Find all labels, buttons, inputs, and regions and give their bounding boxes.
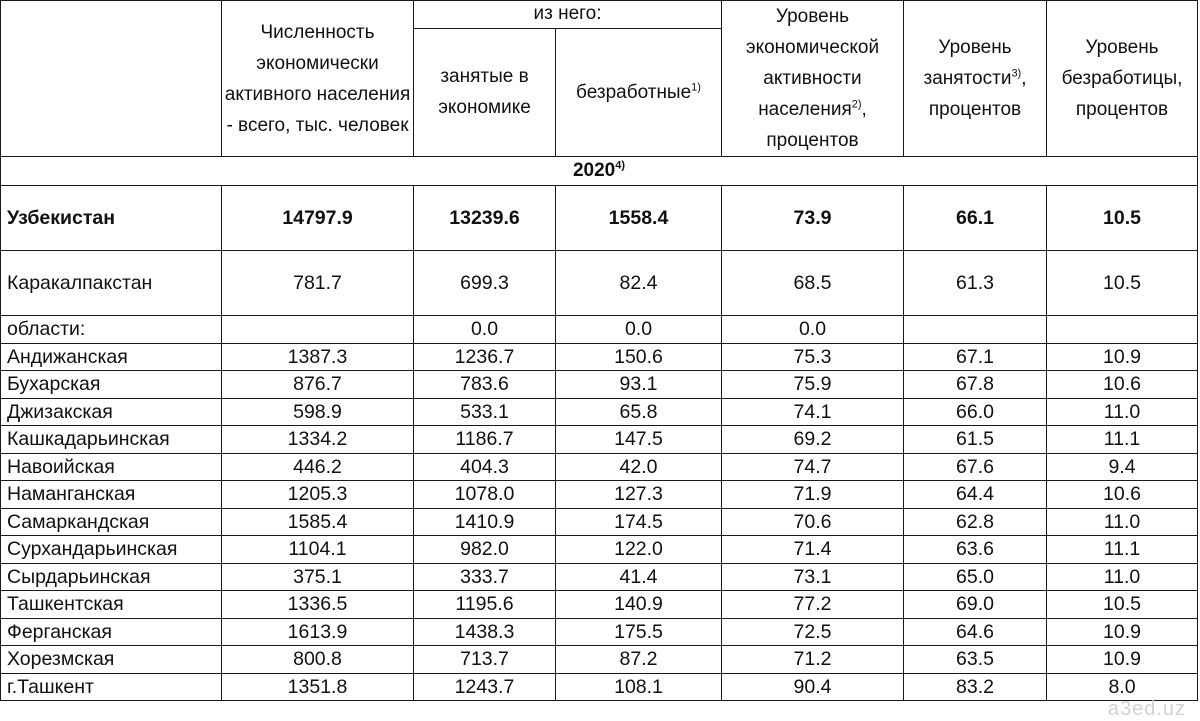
region-row	[1, 536, 1198, 564]
cell-active-total: 1585.4	[222, 508, 414, 536]
header-employment-suffix: , процентов	[928, 68, 1027, 120]
header-activity-level	[722, 1, 904, 157]
cell-unemployment-level: 10.5	[1047, 251, 1198, 316]
cell-employed: 699.3	[414, 251, 556, 316]
cell-unemployment-level: 10.6	[1047, 371, 1198, 399]
cell-employment-level: 64.6	[904, 618, 1047, 646]
cell-unemployment-level: 10.6	[1047, 481, 1198, 509]
header-activity-suffix: , процентов	[766, 99, 867, 151]
cell-employment-level: 65.0	[904, 563, 1047, 591]
row-label: Кашкадарьинская	[1, 426, 222, 454]
cell-employed: 1438.3	[414, 618, 556, 646]
cell-active-total: 446.2	[222, 453, 414, 481]
cell-unemployment-level: 11.0	[1047, 508, 1198, 536]
cell-employed: 1195.6	[414, 591, 556, 619]
cell-employed: 1236.7	[414, 343, 556, 371]
header-unemployment-level: Уровень безработицы, процентов	[1047, 1, 1198, 157]
cell-activity-level: 69.2	[722, 426, 904, 454]
cell-unemployed: 108.1	[556, 673, 722, 701]
cell-unemployed: 0.0	[556, 316, 722, 344]
year-cell	[1, 157, 1198, 186]
cell-employment-level: 67.1	[904, 343, 1047, 371]
cell-unemployed: 140.9	[556, 591, 722, 619]
cell-activity-level: 75.3	[722, 343, 904, 371]
cell-unemployment-level: 9.4	[1047, 453, 1198, 481]
cell-employed: 533.1	[414, 398, 556, 426]
region-row	[1, 343, 1198, 371]
cell-activity-level: 75.9	[722, 371, 904, 399]
cell-employment-level: 64.4	[904, 481, 1047, 509]
header-unemployed	[556, 28, 722, 156]
cell-active-total: 1613.9	[222, 618, 414, 646]
cell-unemployed: 150.6	[556, 343, 722, 371]
cell-active-total: 876.7	[222, 371, 414, 399]
region-row	[1, 618, 1198, 646]
cell-employed: 1186.7	[414, 426, 556, 454]
region-row	[1, 563, 1198, 591]
cell-active-total: 781.7	[222, 251, 414, 316]
header-employment-level	[904, 1, 1047, 157]
cell-employed: 0.0	[414, 316, 556, 344]
cell-activity-level: 90.4	[722, 673, 904, 701]
cell-active-total: 14797.9	[222, 186, 414, 251]
cell-unemployment-level: 10.9	[1047, 618, 1198, 646]
cell-unemployment-level: 8.0	[1047, 673, 1198, 701]
row-label: Андижанская	[1, 343, 222, 371]
cell-unemployment-level: 11.1	[1047, 536, 1198, 564]
cell-employment-level: 66.1	[904, 186, 1047, 251]
region-row	[1, 371, 1198, 399]
cell-employed: 333.7	[414, 563, 556, 591]
cell-employed: 1243.7	[414, 673, 556, 701]
cell-employment-level: 61.5	[904, 426, 1047, 454]
cell-unemployment-level: 11.1	[1047, 426, 1198, 454]
row-label: Джизакская	[1, 398, 222, 426]
cell-employment-level: 67.8	[904, 371, 1047, 399]
cell-unemployed: 147.5	[556, 426, 722, 454]
row-label: Наманганская	[1, 481, 222, 509]
cell-employment-level	[904, 316, 1047, 344]
header-unemployed-text: безработные	[576, 81, 692, 103]
row-label: Узбекистан	[1, 186, 222, 251]
cell-unemployed: 87.2	[556, 646, 722, 674]
cell-unemployed: 93.1	[556, 371, 722, 399]
row-label: Сурхандарьинская	[1, 536, 222, 564]
cell-unemployed: 127.3	[556, 481, 722, 509]
row-label: Бухарская	[1, 371, 222, 399]
cell-employment-level: 63.5	[904, 646, 1047, 674]
watermark: a3ed.uz	[1107, 698, 1186, 720]
cell-active-total: 1104.1	[222, 536, 414, 564]
cell-activity-level: 71.2	[722, 646, 904, 674]
cell-unemployed: 1558.4	[556, 186, 722, 251]
header-activity-note: 2)	[851, 98, 862, 111]
oblast-header-row	[1, 316, 1198, 344]
cell-unemployment-level: 11.0	[1047, 398, 1198, 426]
cell-unemployed: 41.4	[556, 563, 722, 591]
cell-active-total: 375.1	[222, 563, 414, 591]
cell-unemployment-level: 10.5	[1047, 591, 1198, 619]
header-unemployed-note: 1)	[691, 81, 701, 94]
cell-employment-level: 62.8	[904, 508, 1047, 536]
cell-unemployment-level: 10.9	[1047, 646, 1198, 674]
region-row	[1, 508, 1198, 536]
country-row	[1, 186, 1198, 251]
cell-employed: 713.7	[414, 646, 556, 674]
cell-activity-level: 77.2	[722, 591, 904, 619]
cell-employed: 404.3	[414, 453, 556, 481]
cell-unemployment-level: 10.9	[1047, 343, 1198, 371]
cell-activity-level: 73.1	[722, 563, 904, 591]
row-label: Ферганская	[1, 618, 222, 646]
cell-employed: 783.6	[414, 371, 556, 399]
cell-active-total: 598.9	[222, 398, 414, 426]
region-row	[1, 481, 1198, 509]
cell-activity-level: 68.5	[722, 251, 904, 316]
cell-activity-level: 0.0	[722, 316, 904, 344]
header-employed: занятые в экономике	[414, 28, 556, 156]
row-label: области:	[1, 316, 222, 344]
cell-active-total: 800.8	[222, 646, 414, 674]
header-activity-text: Уровень экономической активности населения	[745, 6, 880, 120]
year-row	[1, 157, 1198, 186]
year-note: 4)	[615, 159, 626, 172]
region-row	[1, 398, 1198, 426]
region-row	[1, 426, 1198, 454]
cell-unemployed: 42.0	[556, 453, 722, 481]
cell-active-total: 1205.3	[222, 481, 414, 509]
region-row	[1, 453, 1198, 481]
cell-employment-level: 67.6	[904, 453, 1047, 481]
cell-activity-level: 71.4	[722, 536, 904, 564]
cell-active-total: 1351.8	[222, 673, 414, 701]
year-label: 2020	[572, 160, 616, 181]
header-employment-note: 3)	[1011, 67, 1022, 80]
header-of-it: из него:	[414, 1, 722, 29]
cell-active-total: 1334.2	[222, 426, 414, 454]
cell-employed: 1078.0	[414, 481, 556, 509]
cell-unemployment-level: 10.5	[1047, 186, 1198, 251]
cell-active-total: 1387.3	[222, 343, 414, 371]
cell-activity-level: 70.6	[722, 508, 904, 536]
row-label: Ташкентская	[1, 591, 222, 619]
row-label: г.Ташкент	[1, 673, 222, 701]
cell-activity-level: 71.9	[722, 481, 904, 509]
cell-active-total: 1336.5	[222, 591, 414, 619]
region-row	[1, 591, 1198, 619]
row-label: Самаркандская	[1, 508, 222, 536]
cell-unemployed: 175.5	[556, 618, 722, 646]
cell-employment-level: 83.2	[904, 673, 1047, 701]
cell-employment-level: 61.3	[904, 251, 1047, 316]
cell-activity-level: 72.5	[722, 618, 904, 646]
cell-activity-level: 74.7	[722, 453, 904, 481]
header-active-total: Численность экономически активного населения - всего, тыс. человек	[222, 1, 414, 157]
row-label: Навоийская	[1, 453, 222, 481]
cell-unemployed: 174.5	[556, 508, 722, 536]
table-body	[1, 157, 1198, 701]
cell-employed: 1410.9	[414, 508, 556, 536]
cell-activity-level: 73.9	[722, 186, 904, 251]
cell-employed: 982.0	[414, 536, 556, 564]
row-label: Сырдарьинская	[1, 563, 222, 591]
cell-employment-level: 63.6	[904, 536, 1047, 564]
karakalpak-row	[1, 251, 1198, 316]
cell-activity-level: 74.1	[722, 398, 904, 426]
cell-unemployment-level	[1047, 316, 1198, 344]
cell-unemployment-level: 11.0	[1047, 563, 1198, 591]
region-row	[1, 673, 1198, 701]
cell-unemployed: 82.4	[556, 251, 722, 316]
cell-employment-level: 66.0	[904, 398, 1047, 426]
header-corner	[1, 1, 222, 157]
cell-active-total	[222, 316, 414, 344]
cell-employment-level: 69.0	[904, 591, 1047, 619]
cell-employed: 13239.6	[414, 186, 556, 251]
row-label: Каракалпакстан	[1, 251, 222, 316]
cell-unemployed: 65.8	[556, 398, 722, 426]
header-employment-text: Уровень занятости	[923, 37, 1012, 89]
cell-unemployed: 122.0	[556, 536, 722, 564]
row-label: Хорезмская	[1, 646, 222, 674]
region-row	[1, 646, 1198, 674]
